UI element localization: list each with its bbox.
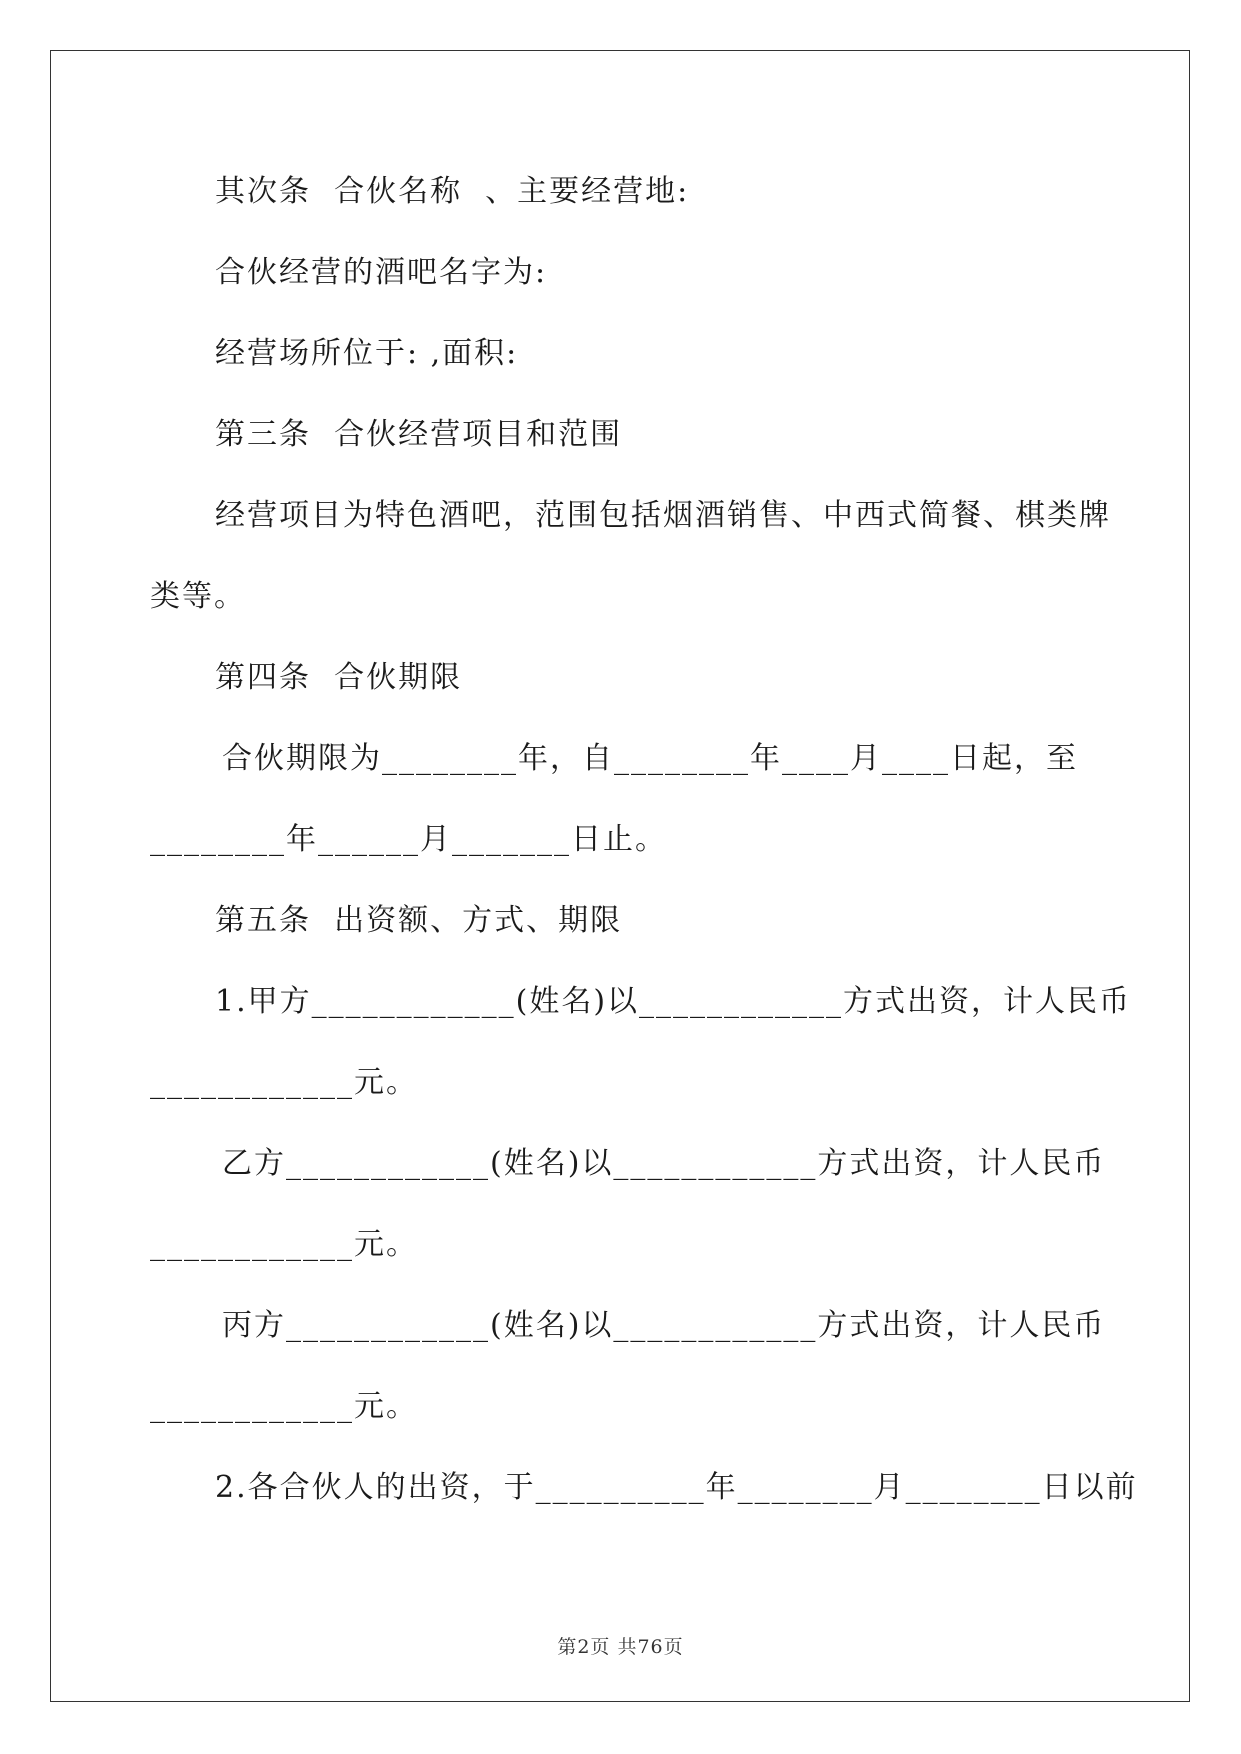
term-continuation: ________年______月_______日止。 (150, 822, 667, 857)
party-b-amount: ____________元。 (150, 1227, 418, 1262)
page-footer: 第2页 共76页 (557, 1636, 684, 1658)
party-b-contribution: 乙方____________(姓名)以____________方式出资，计人民币 (222, 1146, 1106, 1181)
business-scope-continuation: 类等。 (150, 579, 246, 614)
party-c-amount: ____________元。 (150, 1389, 418, 1424)
page-border (50, 50, 1190, 1702)
clause-3-heading: 第三条 合伙经营项目和范围 (215, 417, 623, 452)
premises-line: 经营场所位于: ,面积: (215, 336, 519, 371)
clause-4-heading: 第四条 合伙期限 (215, 660, 463, 695)
bar-name-line: 合伙经营的酒吧名字为: (215, 255, 548, 290)
clause-2-heading: 其次条 合伙名称 、主要经营地: (215, 174, 690, 209)
term-line: 合伙期限为________年，自________年____月____日起，至 (222, 741, 1078, 776)
party-a-contribution: 1.甲方____________(姓名)以____________方式出资，计人民币 (215, 984, 1132, 1019)
clause-5-heading: 第五条 出资额、方式、期限 (215, 903, 623, 938)
party-a-amount: ____________元。 (150, 1065, 418, 1100)
party-c-contribution: 丙方____________(姓名)以____________方式出资，计人民币 (222, 1308, 1106, 1343)
business-scope-line: 经营项目为特色酒吧，范围包括烟酒销售、中西式简餐、棋类牌 (215, 498, 1111, 533)
contribution-deadline-line: 2.各合伙人的出资，于__________年________月________日以前 (215, 1470, 1138, 1505)
